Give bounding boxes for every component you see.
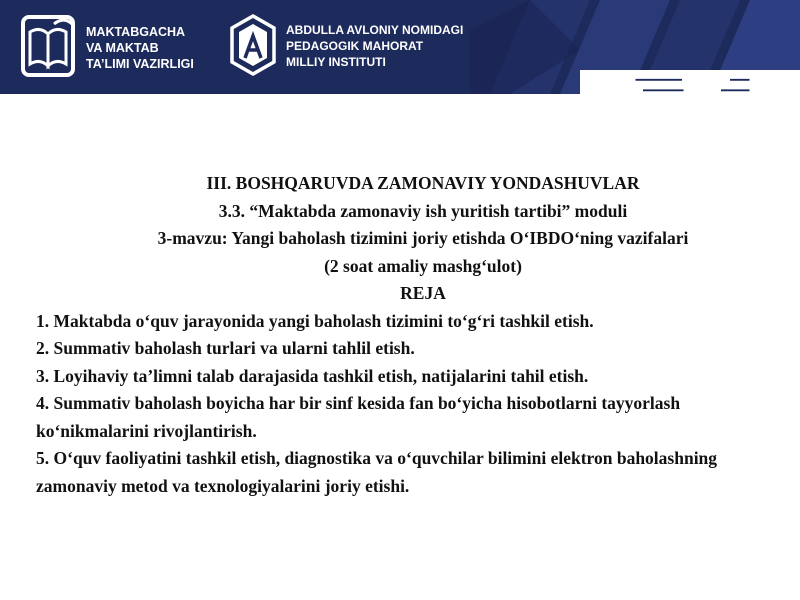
shield-a-logo-icon: [228, 12, 278, 78]
slide-duration-line: (2 soat amaliy mashg‘ulot): [324, 255, 522, 276]
slide-plan-heading: REJA: [400, 283, 446, 303]
plan-list-item: 4. Summativ baholash boyicha har bir sinf kesida fan bo‘yicha hisobotlarni tayyorlash ko‘nikmalarini rivojlantirish.: [36, 393, 681, 441]
plan-list-item: 2. Summativ baholash turlari va ularni tahlil etish.: [36, 338, 415, 358]
ministry-name-line: TA’LIMI VAZIRLIGI: [86, 57, 194, 71]
plan-list-item: 1. Maktabda o‘quv jarayonida yangi baholash tizimini to‘g‘ri tashkil etish.: [36, 310, 594, 331]
slide-module-line: 3.3. “Maktabda zamonaviy ish yuritish tartibi” moduli: [218, 200, 628, 221]
open-book-logo-icon: [20, 14, 76, 78]
plan-list: [0, 308, 800, 501]
institute-name-line: PEDAGOGIK MAHORAT: [286, 39, 424, 53]
institute-name-line: ABDULLA AVLONIY NOMIDAGI: [286, 23, 464, 37]
institute-name: [286, 22, 463, 70]
plan-list-item: 3. Loyihaviy ta’limni talab darajasida tashkil etish, natijalarini tahil etish.: [36, 365, 589, 386]
slide-content: [0, 170, 800, 500]
slide-title-line: III. BOSHQARUVDA ZAMONAVIY YONDASHUVLAR: [206, 173, 640, 193]
institute-name-line: MILLIY INSTITUTI: [286, 55, 386, 69]
header-decorative-lines: [600, 76, 800, 106]
slide-topic-line: 3-mavzu: Yangi baholash tizimini joriy etishda O‘IBDO‘ning vazifalari: [157, 228, 689, 248]
plan-list-item: 5. O‘quv faoliyatini tashkil etish, diagnostika va o‘quvchilar bilimini elektron baholashning zamonaviy metod va texnologiyalarini joriy etishi.: [36, 448, 718, 496]
ministry-name-line: MAKTABGACHA: [86, 25, 186, 39]
ministry-name: [86, 24, 194, 72]
ministry-name-line: VA MAKTAB: [86, 41, 159, 55]
